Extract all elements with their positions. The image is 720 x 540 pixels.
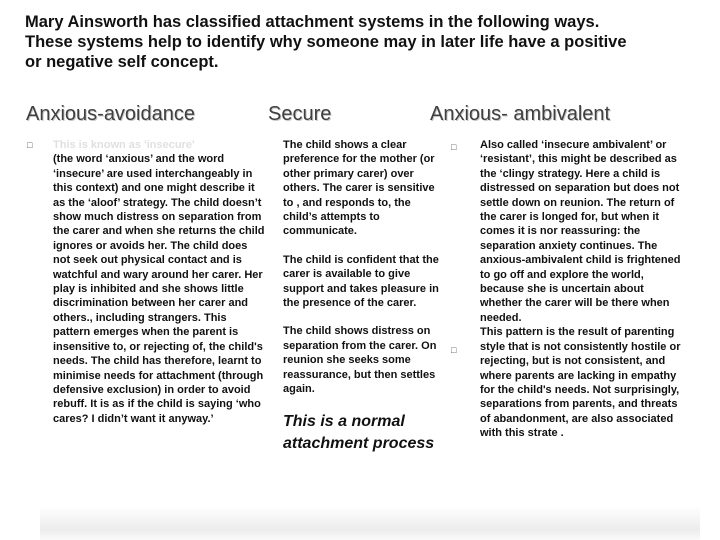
secure-paragraph-2: The child is confident that the carer is available to give support and takes pleasure in the presence of the carer.: [283, 253, 439, 310]
avoidance-faded-line: This is known as 'insecure': [53, 139, 195, 151]
ambivalent-paragraph-2: This pattern is the result of parenting style that is not consistently hostile or rejecting, but is not consistent, and where parents are lacking in empathy for the child's needs. Not surprisingly, separations from parents, and threats of abandonment, are also associated with this strate .: [480, 326, 681, 440]
heading-secure: Secure: [268, 103, 332, 125]
secure-column: [283, 138, 445, 455]
heading-anxious-ambivalent: Anxious- ambivalent: [430, 103, 611, 125]
bullet-ambivalent-2-icon: □: [451, 345, 457, 355]
ambivalent-column: [480, 138, 682, 441]
avoidance-column: [53, 138, 265, 426]
secure-normal-process: This is a normal attachment process: [283, 412, 435, 452]
intro-text: [25, 12, 705, 72]
intro-line-1: Mary Ainsworth has classified attachment systems in the following ways.: [25, 13, 600, 31]
avoidance-text: (the word ‘anxious’ and the word ‘insecure’ are used interchangeably in this context) and one might describe it as the ‘aloof’ strategy. The child doesn’t show much distress on separation from the carer and when she returns the child ignores or avoids her. The child does not seek out physical contact and is watchful and wary around her carer. Her play is inhibited and she shows little discrimination between her carer and others., including strangers. This pattern emerges when the parent is insensitive to, or rejecting of, the child's needs. The child has therefore, learnt to minimise needs for attachment (through defensive exclusion) in order to avoid rebuff. It is as if the child is saying ‘who cares? I didn’t want it anyway.’: [53, 153, 265, 425]
secure-paragraph-3: The child shows distress on separation from the carer. On reunion she seeks some reassurance, but then settles again.: [283, 325, 437, 396]
bullet-ambivalent-1-icon: □: [451, 142, 457, 152]
secure-paragraph-1: The child shows a clear preference for the mother (or other primary carer) over others. The carer is sensitive to , and responds to, the child’s attempts to communicate.: [283, 139, 435, 238]
ambivalent-paragraph-1: Also called ‘insecure ambivalent’ or ‘resistant’, this might be described as the ‘clingy strategy. Here a child is distressed on separation but does not settle down on reunion. The return of the carer is longed for, but when it comes it is nor reassuring: the separation anxiety continues. The anxious-ambivalent child is frightened to go off and explore the world, because she is uncertain about whether the carer will be there when needed.: [480, 139, 681, 324]
bullet-avoidance-icon: □: [27, 140, 33, 150]
slide-bottom-shadow: [40, 506, 700, 540]
intro-line-3: or negative self concept.: [25, 53, 219, 71]
heading-anxious-avoidance: Anxious-avoidance: [26, 103, 195, 125]
intro-line-2: These systems help to identify why someone may in later life have a positive: [25, 33, 627, 51]
